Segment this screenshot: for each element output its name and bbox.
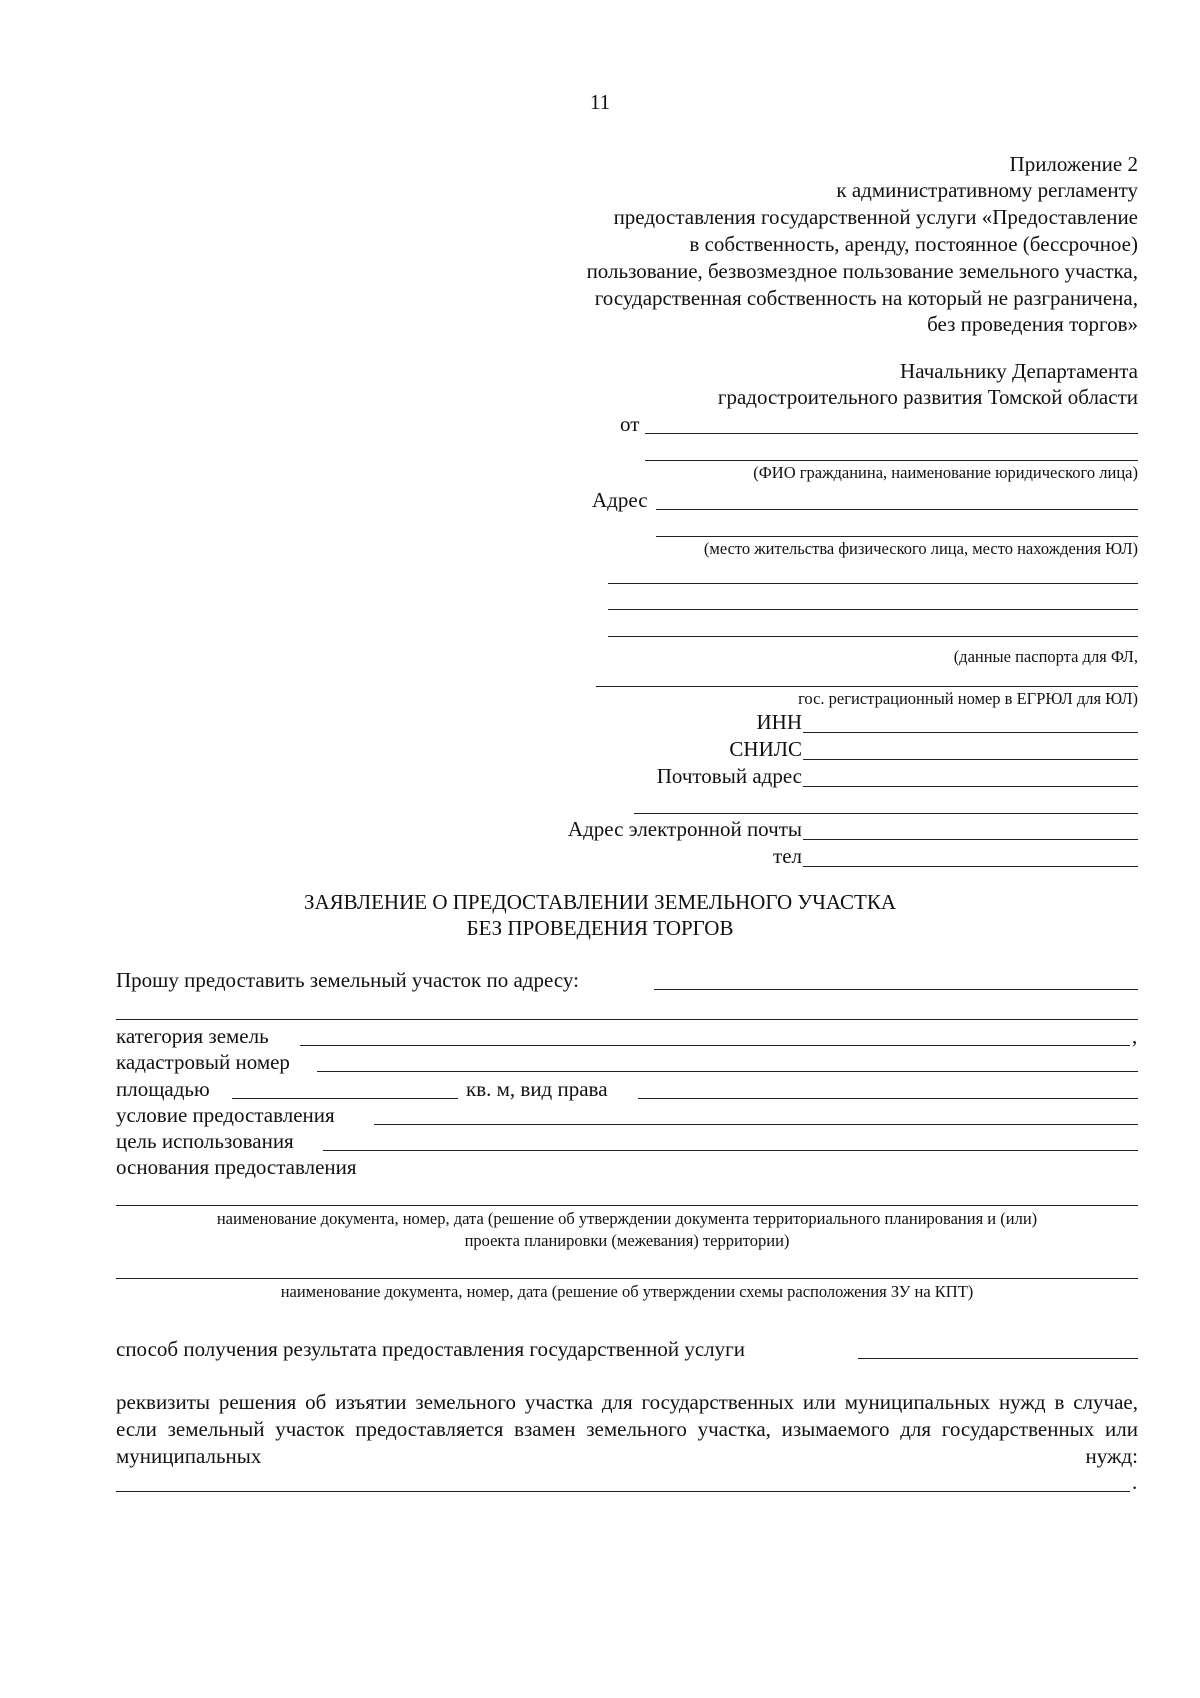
passport-field-3[interactable] [608, 636, 1138, 637]
condition-field[interactable] [374, 1124, 1138, 1125]
withdrawal-paragraph: реквизиты решения об изъятии земельного участка для государственных или муниципальных нужд в случае, если земельный участок предоставляется взамен земельного участка, изымаемого для государственных или муниципальных нужд: [116, 1390, 1138, 1468]
final-end: . [1132, 1470, 1138, 1494]
snils-field[interactable] [803, 759, 1138, 760]
passport-caption: (данные паспорта для ФЛ, [953, 647, 1138, 666]
addressee-line: градостроительного развития Томской области [717, 385, 1138, 409]
purpose-label: цель использования [116, 1129, 294, 1153]
request-address-field-2[interactable] [116, 1019, 1138, 1020]
email-field[interactable] [803, 839, 1138, 840]
appendix-line: пользование, безвозмездное пользование земельного участка, [586, 259, 1138, 283]
grounds-label: основания предоставления [116, 1155, 357, 1179]
cadastral-field[interactable] [317, 1071, 1138, 1072]
postal-field-2[interactable] [634, 813, 1138, 814]
area-unit-label: кв. м, вид права [466, 1077, 608, 1101]
email-label: Адрес электронной почты [567, 817, 802, 841]
egrul-field[interactable] [596, 686, 1138, 687]
grounds-doc2-field[interactable] [116, 1278, 1138, 1279]
category-field[interactable] [300, 1045, 1130, 1046]
request-address-field[interactable] [654, 989, 1138, 990]
area-label: площадью [116, 1077, 210, 1101]
request-address-label: Прошу предоставить земельный участок по адресу: [116, 968, 579, 992]
appendix-line: Приложение 2 [1009, 152, 1138, 176]
appendix-line: к административному регламенту [836, 178, 1138, 202]
fio-caption: (ФИО гражданина, наименование юридического лица) [753, 463, 1138, 482]
withdrawal-field[interactable] [116, 1491, 1130, 1492]
appendix-line: государственная собственность на который не разграничена, [594, 286, 1138, 310]
from-field-2[interactable] [645, 460, 1138, 461]
condition-label: условие предоставления [116, 1103, 335, 1127]
inn-label: ИНН [756, 710, 802, 734]
doc2-caption: наименование документа, номер, дата (решение об утверждении схемы расположения ЗУ на КПТ) [280, 1282, 974, 1301]
address-label: Адрес [592, 488, 648, 512]
from-field[interactable] [645, 433, 1138, 434]
phone-label: тел [773, 844, 802, 868]
appendix-line: без проведения торгов» [927, 312, 1138, 336]
area-field[interactable] [232, 1098, 458, 1099]
egrul-caption: гос. регистрационный номер в ЕГРЮЛ для ЮЛ) [798, 689, 1138, 708]
passport-field-2[interactable] [608, 609, 1138, 610]
appendix-line: в собственность, аренду, постоянное (бессрочное) [689, 232, 1138, 256]
grounds-doc1-field[interactable] [116, 1205, 1138, 1206]
postal-label: Почтовый адрес [656, 764, 802, 788]
phone-field[interactable] [803, 866, 1138, 867]
category-label: категория земель [116, 1024, 269, 1048]
address-field-2[interactable] [656, 536, 1138, 537]
page-number: 11 [589, 90, 611, 114]
purpose-field[interactable] [323, 1150, 1138, 1151]
from-label: от [620, 412, 640, 436]
postal-field[interactable] [803, 786, 1138, 787]
snils-label: СНИЛС [729, 737, 802, 761]
address-caption: (место жительства физического лица, место нахождения ЮЛ) [703, 539, 1138, 558]
document-title-line1: ЗАЯВЛЕНИЕ О ПРЕДОСТАВЛЕНИИ ЗЕМЕЛЬНОГО УЧАСТКА [303, 890, 897, 914]
cadastral-label: кадастровый номер [116, 1050, 290, 1074]
result-method-field[interactable] [858, 1358, 1138, 1359]
inn-field[interactable] [803, 732, 1138, 733]
appendix-line: предоставления государственной услуги «Предоставление [613, 205, 1138, 229]
category-end: , [1132, 1024, 1138, 1048]
right-type-field[interactable] [638, 1098, 1138, 1099]
address-field[interactable] [656, 509, 1138, 510]
doc1-caption-line2: проекта планировки (межевания) территории) [464, 1231, 790, 1250]
passport-field-1[interactable] [608, 583, 1138, 584]
doc1-caption-line1: наименование документа, номер, дата (решение об утверждении документа территориального планирования и (или) [216, 1209, 1038, 1228]
result-method-label: способ получения результата предоставления государственной услуги [116, 1337, 745, 1361]
addressee-line: Начальнику Департамента [900, 359, 1138, 383]
document-title-line2: БЕЗ ПРОВЕДЕНИЯ ТОРГОВ [466, 916, 734, 940]
